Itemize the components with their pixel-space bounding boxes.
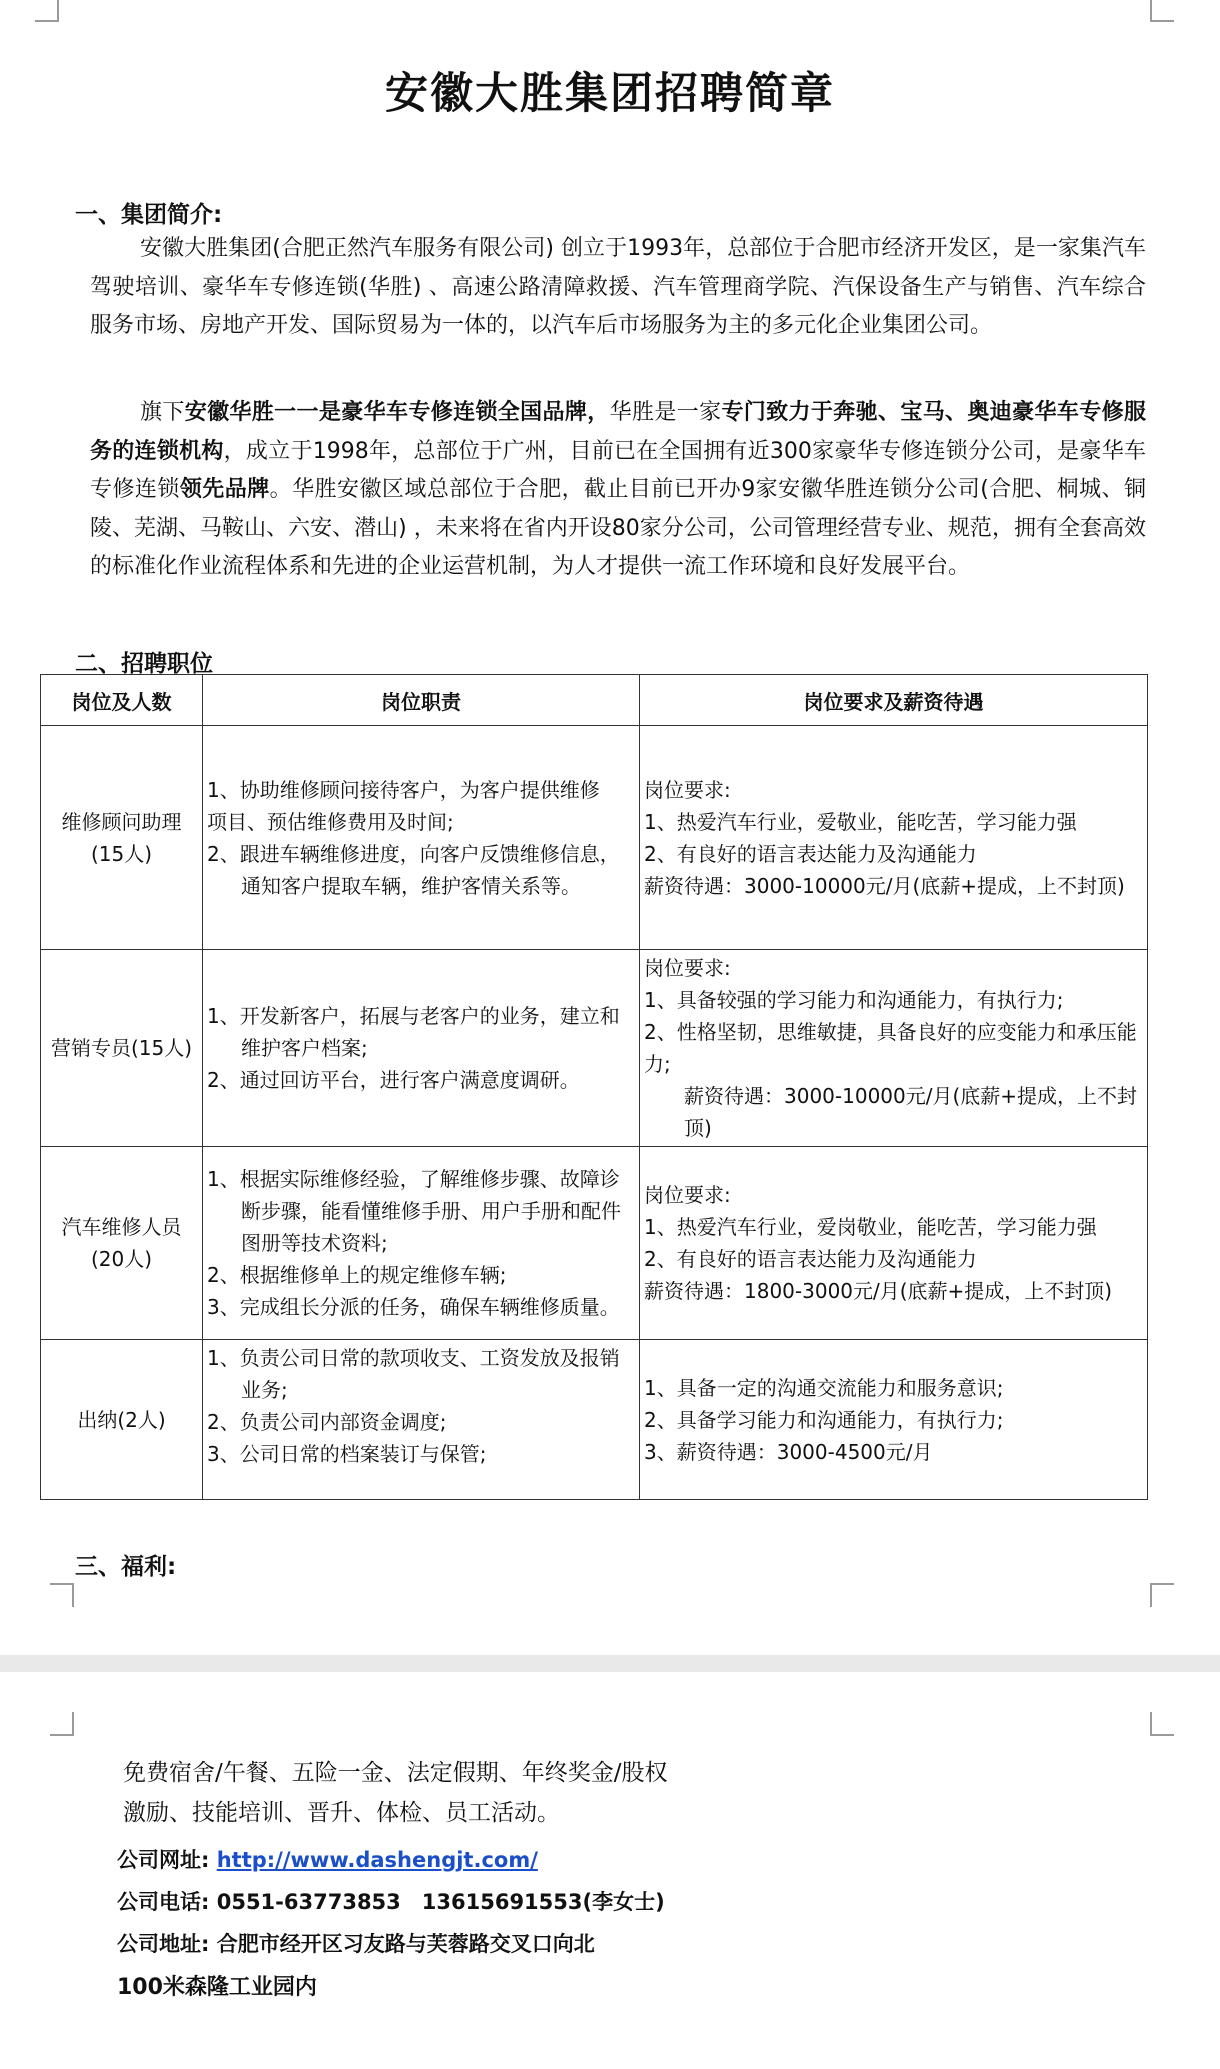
page-corner-mark bbox=[1150, 0, 1174, 22]
requirements-cell bbox=[640, 1340, 1148, 1500]
page-corner-mark bbox=[35, 0, 59, 22]
salary-item: 薪资待遇：3000-10000元/月(底薪+提成，上不封顶) bbox=[644, 873, 1125, 898]
position-cell: 维修顾问助理(15人) bbox=[41, 726, 203, 950]
website-label: 公司网址: bbox=[117, 1848, 210, 1872]
requirement-item: 岗位要求: bbox=[644, 956, 731, 980]
section-positions-heading: 二、招聘职位 bbox=[75, 651, 213, 677]
page-corner-mark bbox=[50, 1712, 74, 1736]
requirements-cell bbox=[640, 950, 1148, 1147]
address-value: 合肥市经开区习友路与芙蓉路交叉口向北 bbox=[216, 1932, 595, 1956]
requirement-item: 1、具备较强的学习能力和沟通能力，有执行力; bbox=[644, 988, 1064, 1012]
requirements-cell bbox=[640, 726, 1148, 950]
duty-item: 2、负责公司内部资金调度; bbox=[207, 1410, 447, 1434]
page-corner-mark bbox=[1150, 1583, 1174, 1607]
requirement-item: 2、具备学习能力和沟通能力，有执行力; bbox=[644, 1407, 1004, 1432]
positions-table bbox=[40, 674, 1148, 1500]
duties-cell bbox=[203, 1340, 640, 1500]
duty-item: 1、开发新客户，拓展与老客户的业务，建立和维护客户档案; bbox=[207, 1004, 620, 1060]
salary-item: 3、薪资待遇：3000-4500元/月 bbox=[644, 1439, 933, 1464]
column-header-position: 岗位及人数 bbox=[41, 675, 203, 726]
salary-item: 薪资待遇：3000-10000元/月(底薪+提成，上不封顶) bbox=[684, 1084, 1138, 1140]
phone-line bbox=[117, 1886, 665, 1916]
duties-cell bbox=[203, 726, 640, 950]
position-cell: 出纳(2人) bbox=[41, 1340, 203, 1500]
page-corner-mark bbox=[50, 1583, 74, 1607]
address-line bbox=[117, 1928, 595, 1958]
intro-paragraph-1: 安徽大胜集团(合肥正然汽车服务有限公司) 创立于1993年，总部位于合肥市经济开发区，是一家集汽车驾驶培训、豪华车专修连锁(华胜) 、高速公路清障救援、汽车管理商学院、汽保设备生产与销售、汽车综合服务市场、房地产开发、国际贸易为一体的，以汽车后市场服务为主的多元化企业集团公司。 bbox=[90, 236, 1146, 338]
duty-item: 2、根据维修单上的规定维修车辆; bbox=[207, 1263, 507, 1287]
phone-value: 0551-63773853 13615691553(李女士) bbox=[216, 1890, 665, 1914]
column-header-duties: 岗位职责 bbox=[203, 675, 640, 726]
section-benefits-heading: 三、福利: bbox=[75, 1554, 177, 1580]
website-link[interactable]: http://www.dashengjt.com/ bbox=[216, 1848, 538, 1872]
duty-item: 2、通过回访平台，进行客户满意度调研。 bbox=[207, 1068, 580, 1092]
document-page-2 bbox=[0, 1672, 1220, 2069]
salary-item: 薪资待遇：1800-3000元/月(底薪+提成，上不封顶) bbox=[644, 1279, 1113, 1303]
requirement-item: 2、性格坚韧，思维敏捷，具备良好的应变能力和承压能力; bbox=[644, 1020, 1137, 1076]
table-row bbox=[41, 726, 1148, 950]
duties-cell bbox=[203, 1147, 640, 1340]
duties-cell bbox=[203, 950, 640, 1147]
requirement-item: 1、热爱汽车行业，爱岗敬业，能吃苦，学习能力强 bbox=[644, 1215, 1097, 1239]
duty-item: 1、负责公司日常的款项收支、工资发放及报销业务; bbox=[207, 1346, 620, 1402]
requirements-cell bbox=[640, 1147, 1148, 1340]
requirement-item: 2、有良好的语言表达能力及沟通能力 bbox=[644, 1247, 977, 1271]
duty-item: 2、跟进车辆维修进度，向客户反馈维修信息，通知客户提取车辆，维护客情关系等。 bbox=[207, 841, 620, 898]
page-corner-mark bbox=[1150, 1712, 1174, 1736]
duty-item: 项目、预估维修费用及时间; bbox=[207, 809, 454, 834]
table-row bbox=[41, 950, 1148, 1147]
address-label: 公司地址: bbox=[117, 1932, 210, 1956]
section-intro-heading: 一、集团简介: bbox=[75, 202, 223, 228]
requirement-item: 2、有良好的语言表达能力及沟通能力 bbox=[644, 841, 977, 866]
requirement-item: 岗位要求: bbox=[644, 1183, 731, 1207]
table-header-row bbox=[41, 675, 1148, 726]
table-row bbox=[41, 1340, 1148, 1500]
requirement-item: 1、热爱汽车行业，爱敬业，能吃苦，学习能力强 bbox=[644, 809, 1077, 834]
requirement-item: 岗位要求: bbox=[644, 777, 731, 802]
table-row bbox=[41, 1147, 1148, 1340]
position-cell: 营销专员(15人) bbox=[41, 950, 203, 1147]
phone-label: 公司电话: bbox=[117, 1890, 210, 1914]
duty-item: 1、协助维修顾问接待客户，为客户提供维修 bbox=[207, 777, 600, 802]
benefits-text: 免费宿舍/午餐、五险一金、法定假期、年终奖金/股权激励、技能培训、晋升、体检、员工活动。 bbox=[123, 1760, 668, 1826]
duty-item: 3、完成组长分派的任务，确保车辆维修质量。 bbox=[207, 1295, 620, 1319]
position-cell: 汽车维修人员(20人) bbox=[41, 1147, 203, 1340]
intro-paragraph-2: 旗下安徽华胜一一是豪华车专修连锁全国品牌，华胜是一家专门致力于奔驰、宝马、奥迪豪华车专修服务的连锁机构，成立于1998年，总部位于广州，目前已在全国拥有近300家豪华专修连锁分公司，是豪华车专修连锁领先品牌。华胜安徽区域总部位于合肥，截止目前已开办9家安徽华胜连锁分公司(合肥、桐城、铜陵、芜湖、马鞍山、六安、潜山) ，未来将在省内开设80家分公司，公司管理经营专业、规范，拥有全套高效的标准化作业流程体系和先进的企业运营机制，为人才提供一流工作环境和良好发展平台。 bbox=[90, 400, 1146, 579]
website-line bbox=[117, 1844, 538, 1874]
duty-item: 1、根据实际维修经验，了解维修步骤、故障诊断步骤，能看懂维修手册、用户手册和配件图册等技术资料; bbox=[207, 1167, 621, 1255]
address-line-2: 100米森隆工业园内 bbox=[117, 1975, 317, 2000]
column-header-requirements: 岗位要求及薪资待遇 bbox=[640, 675, 1148, 726]
document-title: 安徽大胜集团招聘简章 bbox=[385, 69, 835, 119]
requirement-item: 1、具备一定的沟通交流能力和服务意识; bbox=[644, 1375, 1004, 1400]
duty-item: 3、公司日常的档案装订与保管; bbox=[207, 1442, 487, 1466]
